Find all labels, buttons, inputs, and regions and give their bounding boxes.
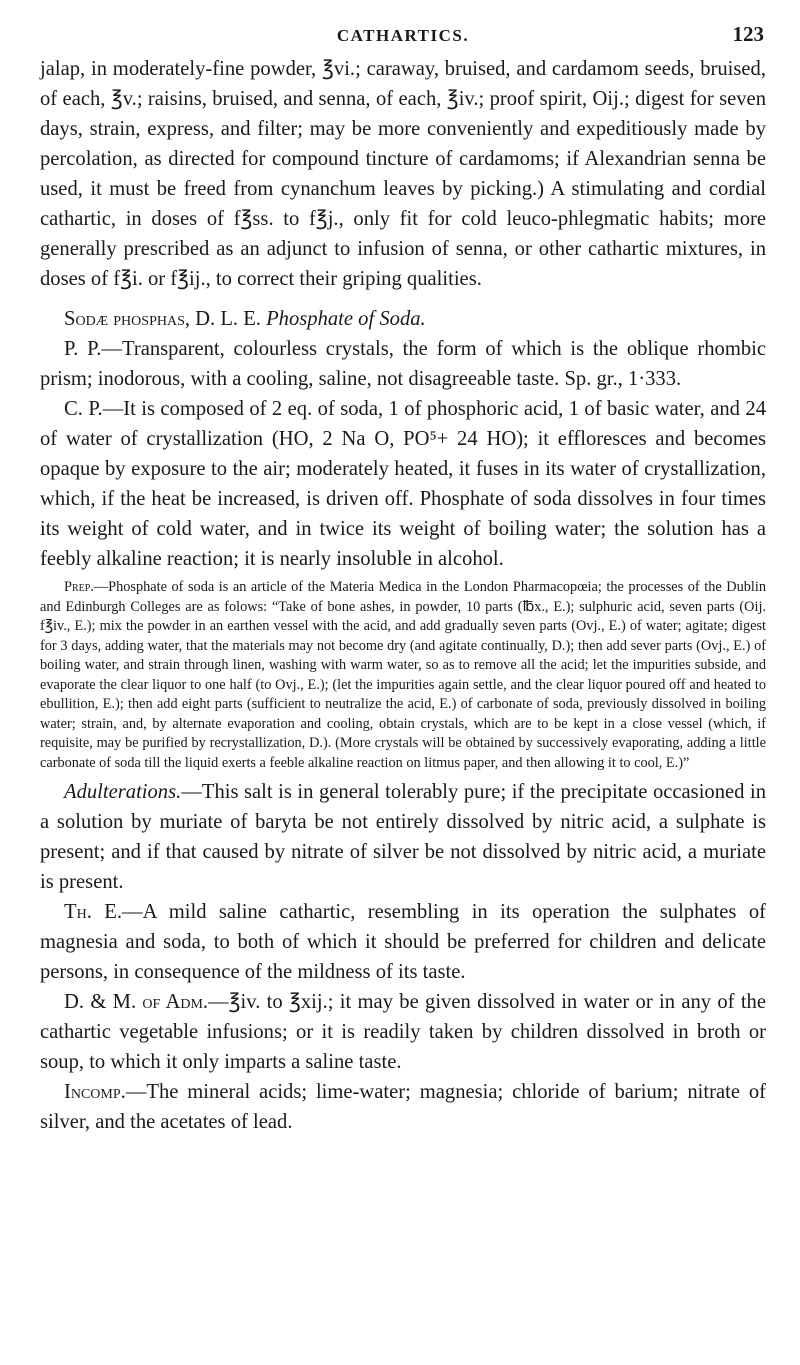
paragraph-dose [40, 987, 766, 1077]
paragraph-pp-text: P. P.—Transparent, colourless crystals, the form of which is the oblique rhombic prism; inodorous, with a cooling, saline, not disagreeable taste. Sp. gr., 1·333. [40, 338, 766, 390]
paragraph-cp-text: C. P.—It is composed of 2 eq. of soda, 1 of phosphoric acid, 1 of basic water, and 24 of water of crystallization (HO, 2 Na O, PO⁵+ 24 HO); it effloresces and becomes opaque by exposure to the air; moderately heated, it fuses in its water of crystallization, which, if the heat be increased, is driven off. Phosphate of soda dissolves in four times its weight of cold water, and in twice its weight of boiling water; the solution has a feebly alkaline reaction; it is nearly insoluble in alcohol. [40, 398, 766, 570]
soda-phosphas-title: Phosphate of Soda. [266, 308, 426, 330]
soda-phosphas-name: Sodæ phosphas, D. L. E. [64, 308, 261, 330]
prep-label: Prep. [64, 579, 94, 595]
paragraph-incompatibles-text: —The mineral acids; lime-water; magnesia; chloride of barium; nitrate of silver, and the acetates of lead. [40, 1081, 766, 1133]
paragraph-prep-text: —Phosphate of soda is an article of the Materia Medica in the London Pharmacopœia; the processes of the Dublin and Edinburgh Colleges are as folows: “Take of bone ashes, in powder, 10 parts (℔x., E.); sulphuric acid, seven parts (Oij. f℥iv., E.); mix the powder in an earthen vessel with the acid, and add gradually seven parts (Ovj., E.) of water; agitate; digest for 3 days, adding water, that the materials may not become dry (and agitate continually, D.); then add sever parts (Ovj., E.) of boiling water, and strain through linen, washing with warm water, so as to remove all the acid; let the impurities subside, and evaporate the clear liquor to one half (to Ovj., E.); (let the impurities again settle, and the clear liquor poured off and heated to ebullition, E.); then add eight parts (sufficient to neutralize the acid, E.) of carbonate of soda, previously dissolved in boiling water; strain, and, by alternate evaporation and cooling, obtain crystals, which are to be kept in a close vessel (which, if requisite, may be purified by recrystallization, D.). (More crystals will be obtained by successively evaporating, adding a little carbonate of soda till the liquid exerts a feeble alkaline reaction on litmus paper, and then allowing it to cool, E.)” [40, 579, 766, 771]
incompatibles-label: Incomp. [64, 1081, 126, 1103]
adulterations-label: Adulterations. [64, 781, 182, 803]
page-number: 123 [732, 22, 764, 46]
therapeutics-label: Th. E. [64, 901, 122, 923]
paragraph-jalap [40, 54, 766, 294]
running-title: CATHARTICS. [336, 26, 470, 45]
paragraph-incompatibles [40, 1077, 766, 1137]
paragraph-adulterations-text: —This salt is in general tolerably pure; if the precipitate occasioned in a solution by muriate of baryta be not entirely dissolved by nitric acid, a sulphate is present; and if that caused by nitrate of silver be not dissolved by nitric acid, a muriate is present. [40, 781, 766, 893]
soda-phosphas-heading [40, 304, 766, 334]
dose-label: D. & M. of Adm. [64, 991, 209, 1013]
paragraph-dose-text: —℥iv. to ℥xij.; it may be given dissolved in water or in any of the cathartic vegetable infusions; or it is readily taken by children dissolved in broth or soup, to which it only imparts a saline taste. [40, 991, 766, 1073]
paragraph-adulterations [40, 777, 766, 897]
paragraph-therapeutics [40, 897, 766, 987]
paragraph-therapeutics-text: —A mild saline cathartic, resembling in its operation the sulphates of magnesia and soda, to both of which it should be preferred for children and delicate persons, in consequence of the mildness of its taste. [40, 901, 766, 983]
paragraph-pp [40, 334, 766, 394]
paragraph-prep [40, 578, 766, 773]
paragraph-cp [40, 394, 766, 574]
page-header [40, 0, 766, 54]
paragraph-jalap-text: jalap, in moderately-fine powder, ℥vi.; caraway, bruised, and cardamom seeds, bruised, of each, ℥v.; raisins, bruised, and senna, of each, ℥iv.; proof spirit, Oij.; digest for seven days, strain, express, and filter; may be more conveniently and expeditiously made by percolation, as directed for compound tincture of cardamoms; if Alexandrian senna be used, it must be freed from cynanchum leaves by picking.) A stimulating and cordial cathartic, in doses of f℥ss. to f℥j., only fit for cold leuco-phlegmatic habits; more generally prescribed as an adjunct to infusion of senna, or other cathartic mixtures, in doses of f℥i. or f℥ij., to correct their griping qualities. [40, 58, 766, 290]
